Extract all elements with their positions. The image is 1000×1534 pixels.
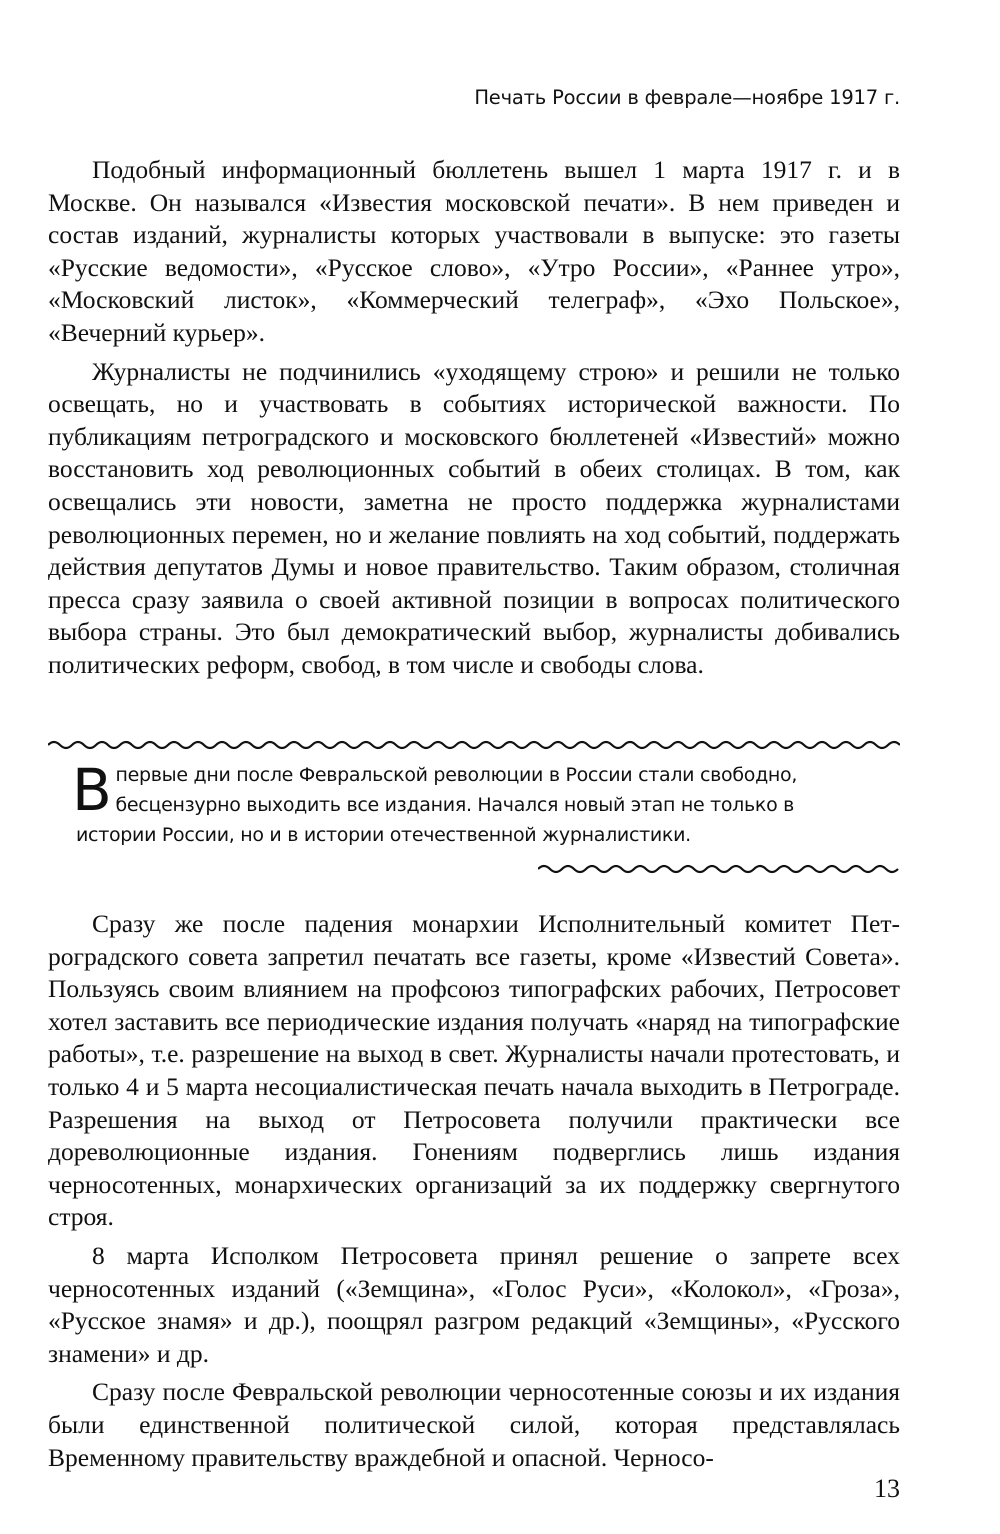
main-text-section-2 (48, 908, 900, 1480)
wavy-divider-top (48, 738, 900, 752)
callout-text: первые дни после Февральской революции в России стали свободно, бесцензурно выходить все издания. Начался новый этап не только в истории России, но и в истории отечественной журналистики. (76, 764, 798, 846)
page-number: 13 (874, 1474, 900, 1503)
wavy-divider-bottom (538, 862, 900, 876)
paragraph: Журналисты не подчинились «уходящему строю» и решили не только освещать, но и участвовать в событиях исторической важности. По публикациям петроградского и московского бюллетеней «Известий» можно восстановить ход революционных событий в обеих столицах. В том, как освещались эти новости, заметна не просто поддержка журналистами революционных перемен, но и желание повлиять на ход событий, поддержать действия депутатов Думы и новое правительство. Таким образом, столичная пресса сразу заявила о своей активной позиции в вопросах политического выбора страны. Это был демократический выбор, журналисты добивались политических реформ, свобод, в том числе и свободы слова. (48, 356, 900, 679)
paragraph: Сразу же после падения монархии Исполнительный комитет Петроградского совета запретил печатать все газеты, кроме «Известий Совета». Пользуясь своим влиянием на профсоюз типографских рабочих, Петросовет хотел заставить все периодические издания получать «наряд на типографские работы», т.е. разрешение на выход в свет. Журналисты начали протестовать, и только 4 и 5 марта несоциалистическая печать начала выходить в Петрограде. Разрешения на выход от Петросовета получили практически все дореволюционные издания. Гонениям подверглись лишь издания черносотенных, монархических организаций за их поддержку свергнутого строя. (48, 909, 900, 1232)
drop-cap: В (72, 756, 112, 824)
callout-box (72, 756, 866, 850)
paragraph: Подобный информационный бюллетень вышел 1 марта 1917 г. и в Москве. Он назывался «Известия московской печати». В нем приведен и состав изданий, журналисты которых участвовали в выпуске: это газеты «Русские ведомости», «Русское слово», «Утро России», «Раннее утро», «Московский листок», «Коммерческий телеграф», «Эхо Польское», «Вечерний курьер». (48, 155, 900, 347)
running-header: Печать России в феврале—ноябре 1917 г. (474, 86, 900, 109)
paragraph: 8 марта Исполком Петросовета принял решение о запрете всех черносотенных изданий («Земщина», «Голос Руси», «Колокол», «Гроза», «Русское знамя» и др.), поощрял разгром редакций «Земщины», «Русского знамени» и др. (48, 1240, 900, 1368)
main-text-section-1 (48, 154, 900, 688)
paragraph: Сразу после Февральской революции черносотенные союзы и их издания были единственной политической силой, которая представлялась Временному правительству враждебной и опасной. Черносо- (48, 1377, 900, 1472)
